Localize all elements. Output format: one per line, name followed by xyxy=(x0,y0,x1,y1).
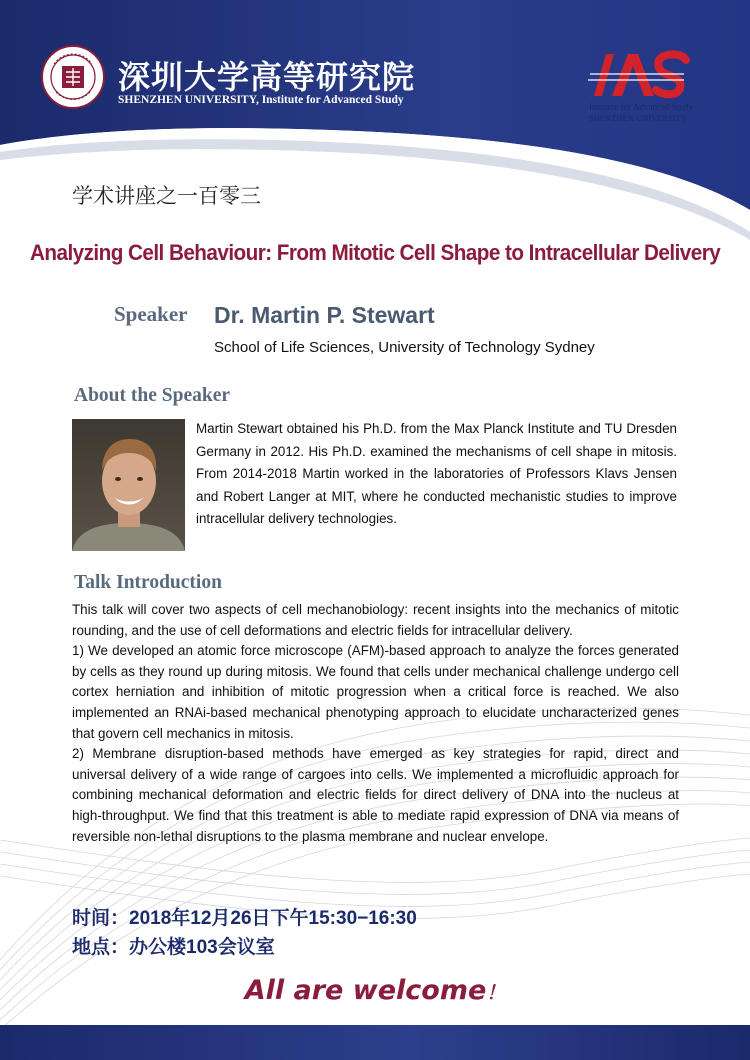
ias-subtitle-university: SHENZHEN UNIVERSITY xyxy=(589,113,687,123)
lecture-number: 学术讲座之一百零三 xyxy=(72,185,261,208)
speaker-label: Speaker xyxy=(114,302,188,326)
intro-paragraph-delivery: 2) Membrane disruption-based methods have emerged as key strategies for rapid, direct and universal delivery of a wide range of cargoes into cells. We implemented a microfluidic approach for combining mechanical deformation and electric fields for direct delivery of DNA into the nucleus at high-throughput. We find that this treatment is able to mediate rapid expression of DNA via means of reversible non-lethal disruptions to the plasma membrane and nuclear envelope. xyxy=(72,746,679,844)
university-name-en: SHENZHEN UNIVERSITY, Institute for Advanced Study xyxy=(118,94,404,106)
event-venue: 地点：办公楼103会议室 xyxy=(72,937,275,958)
intro-paragraph-afm: 1) We developed an atomic force microscope (AFM)-based approach to analyze the forces generated by cells as they round up during mitosis. We found that cells under mechanical challenge undergo cell cortex herniation and inhibition of mitotic progression when a critical force is reached. We also implemented an RNAi-based mechanical phenotyping approach to elucidate uncharacterized genes that govern cell mechanics in mitosis. xyxy=(72,643,679,741)
ias-subtitle-institute: Institute for Advanced Study xyxy=(589,102,693,112)
speaker-name: Dr. Martin P. Stewart xyxy=(214,302,435,328)
intro-paragraph-overview: This talk will cover two aspects of cell mechanobiology: recent insights into the mechanics of mitotic rounding, and the use of cell deformations and electric fields for intracellular delivery. xyxy=(72,602,679,638)
talk-title: Analyzing Cell Behaviour: From Mitotic Cell Shape to Intracellular Delivery xyxy=(30,240,721,265)
speaker-bio: Martin Stewart obtained his Ph.D. from the Max Planck Institute and TU Dresden Germany in 2012. His Ph.D. examined the mechanisms of cell shape in mitosis. From 2014-2018 Martin worked in the laboratories of Professors Klavs Jensen and Robert Langer at MIT, where he conducted mechanistic studies to improve intracellular delivery technologies. xyxy=(196,421,677,526)
about-speaker-heading: About the Speaker xyxy=(74,385,231,406)
event-time: 时间：2018年12月26日下午15:30−16:30 xyxy=(72,908,417,929)
ias-logo-icon xyxy=(584,50,690,102)
speaker-photo xyxy=(72,419,185,551)
university-name-cn: 深圳大学高等研究院 xyxy=(118,58,416,96)
welcome-message xyxy=(0,975,750,1006)
speaker-affiliation: School of Life Sciences, University of Technology Sydney xyxy=(214,339,595,356)
footer-bar xyxy=(0,1025,750,1060)
talk-introduction-body xyxy=(72,600,679,847)
welcome-exclamation: ！ xyxy=(486,982,506,1004)
talk-introduction-heading: Talk Introduction xyxy=(74,572,222,593)
welcome-text: All are welcome xyxy=(244,975,487,1006)
university-seal-icon xyxy=(40,44,106,110)
